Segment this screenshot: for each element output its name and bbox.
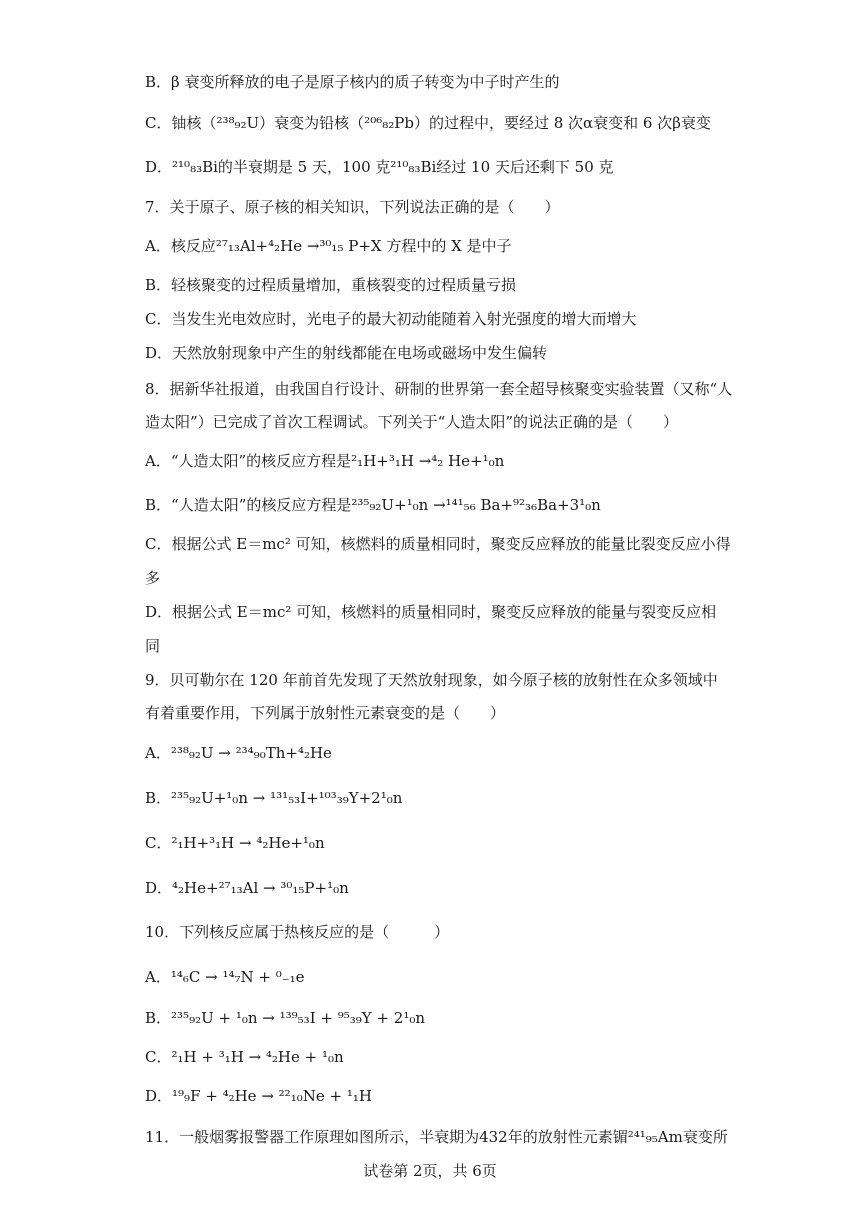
option-8d-line1: D．根据公式 E＝mc² 可知，核燃料的质量相同时，聚变反应释放的能量与裂变反应相: [145, 603, 717, 621]
option-7c: C．当发生光电效应时，光电子的最大初动能随着入射光强度的增大而增大: [145, 310, 637, 328]
option-6c: C．铀核（²³⁸₉₂U）衰变为铅核（²⁰⁶₈₂Pb）的过程中，要经过 8 次α衰变和 6 次β衰变: [145, 114, 711, 132]
question-8-stem-line1: 8．据新华社报道，由我国自行设计、研制的世界第一套全超导核聚变实验装置（又称“人: [145, 380, 733, 398]
question-10-stem: 10．下列核反应属于热核反应的是（ ）: [145, 923, 450, 941]
option-6b: B．β 衰变所释放的电子是原子核内的质子转变为中子时产生的: [145, 73, 560, 91]
option-8c-line2: 多: [145, 569, 161, 587]
option-6d: D．²¹⁰₈₃Bi的半衰期是 5 天，100 克²¹⁰₈₃Bi经过 10 天后还剩下 50 克: [145, 158, 614, 176]
option-9b: B．²³⁵₉₂U+¹₀n → ¹³¹₅₃I+¹⁰³₃₉Y+2¹₀n: [145, 789, 403, 807]
option-10c: C．²₁H + ³₁H → ⁴₂He + ¹₀n: [145, 1048, 344, 1066]
option-10d: D．¹⁹₉F + ⁴₂He → ²²₁₀Ne + ¹₁H: [145, 1087, 372, 1105]
option-7d: D．天然放射现象中产生的射线都能在电场或磁场中发生偏转: [145, 344, 548, 362]
option-9d: D．⁴₂He+²⁷₁₃Al → ³⁰₁₅P+¹₀n: [145, 879, 349, 897]
question-7-stem: 7．关于原子、原子核的相关知识，下列说法正确的是（ ）: [145, 198, 560, 216]
option-10b: B．²³⁵₉₂U + ¹₀n → ¹³⁹₅₃I + ⁹⁵₃₉Y + 2¹₀n: [145, 1009, 426, 1027]
option-7b: B．轻核聚变的过程质量增加，重核裂变的过程质量亏损: [145, 276, 517, 294]
question-11-stem: 11．一般烟雾报警器工作原理如图所示，半衰期为432年的放射性元素镅²⁴¹₉₅Am衰变所: [145, 1128, 728, 1146]
option-8a: A．“人造太阳”的核反应方程是²₁H+³₁H →⁴₂ He+¹₀n: [145, 452, 505, 470]
question-9-stem-line1: 9．贝可勒尔在 120 年前首先发现了天然放射现象，如今原子核的放射性在众多领域中: [145, 671, 718, 689]
option-8b: B．“人造太阳”的核反应方程是²³⁵₉₂U+¹₀n →¹⁴¹₅₆ Ba+⁹²₃₆Ba+3¹₀n: [145, 496, 601, 514]
option-9a: A．²³⁸₉₂U → ²³⁴₉₀Th+⁴₂He: [145, 744, 332, 762]
option-8d-line2: 同: [145, 637, 161, 655]
option-7a: A．核反应²⁷₁₃Al+⁴₂He →³⁰₁₅ P+X 方程中的 X 是中子: [145, 237, 512, 255]
option-9c: C．²₁H+³₁H → ⁴₂He+¹₀n: [145, 834, 325, 852]
question-9-stem-line2: 有着重要作用，下列属于放射性元素衰变的是（ ）: [145, 704, 506, 722]
page-footer: 试卷第 2页，共 6页: [363, 1162, 497, 1180]
question-8-stem-line2: 造太阳”）已完成了首次工程调试。下列关于“人造太阳”的说法正确的是（ ）: [145, 413, 679, 431]
option-10a: A．¹⁴₆C → ¹⁴₇N + ⁰₋₁e: [145, 968, 305, 986]
option-8c-line1: C．根据公式 E＝mc² 可知，核燃料的质量相同时，聚变反应释放的能量比裂变反应小得: [145, 535, 731, 553]
